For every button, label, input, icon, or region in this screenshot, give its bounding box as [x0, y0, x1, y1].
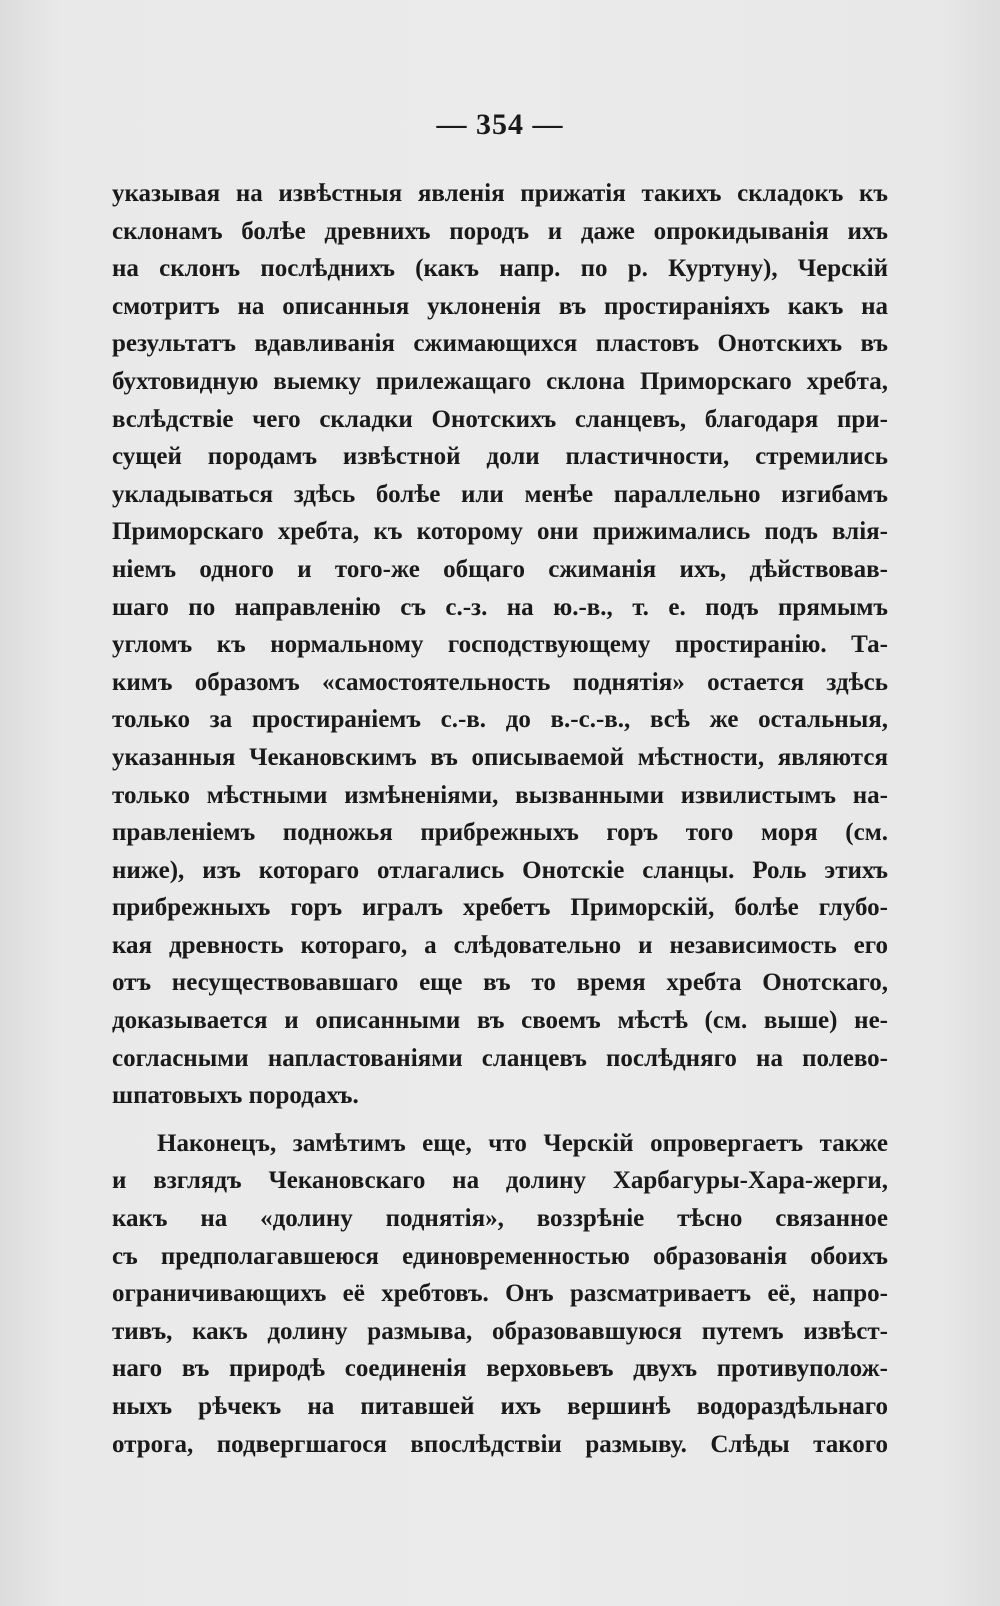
- text-line: только за простираніемъ с.-в. до в.-с.-в., всѣ же остальныя,: [112, 706, 888, 734]
- text-line: наго въ природѣ соединенія верховьевъ двухъ противуполож-: [112, 1355, 888, 1383]
- text-line: согласными напластованіями сланцевъ послѣдняго на полево-: [112, 1044, 888, 1072]
- text-line: угломъ къ нормальному господствующему простиранію. Та-: [112, 631, 888, 659]
- text-line: бухтовидную выемку прилежащаго склона Приморскаго хребта,: [112, 367, 888, 395]
- text-line: доказывается и описанными въ своемъ мѣстѣ (см. выше) не-: [112, 1007, 888, 1035]
- text-line: сущей породамъ извѣстной доли пластичности, стремились: [112, 443, 888, 471]
- text-line: тивъ, какъ долину размыва, образовавшуюся путемъ извѣст-: [112, 1317, 888, 1345]
- paragraph-gap: [112, 1115, 888, 1125]
- text-line: отрога, подвергшагося впослѣдствіи размыву. Слѣды такого: [112, 1430, 888, 1458]
- text-line: кая древность котораго, а слѣдовательно и независимость его: [112, 931, 888, 959]
- text-line: смотритъ на описанныя уклоненія въ простираніяхъ какъ на: [112, 292, 888, 320]
- text-line: ниже), изъ котораго отлагались Онотскіе сланцы. Роль этихъ: [112, 856, 888, 884]
- text-line: ограничивающихъ её хребтовъ. Онъ разсматриваетъ её, напро-: [112, 1280, 888, 1308]
- text-line: какъ на «долину поднятія», воззрѣніе тѣсно связанное: [112, 1205, 888, 1233]
- text-line: только мѣстными измѣненіями, вызванными извилистымъ на-: [112, 781, 888, 809]
- page-number: — 354 —: [436, 108, 564, 141]
- text-line: укладываться здѣсь болѣе или менѣе параллельно изгибамъ: [112, 480, 888, 508]
- text-line: прибрежныхъ горъ игралъ хребетъ Приморскій, болѣе глубо-: [112, 894, 888, 922]
- text-line: вслѣдствіе чего складки Онотскихъ сланцевъ, благодаря при-: [112, 405, 888, 433]
- text-line: съ предполагавшеюся единовременностью образованія обоихъ: [112, 1242, 888, 1270]
- text-line: шаго по направленію съ с.-з. на ю.-в., т. е. подъ прямымъ: [112, 593, 888, 621]
- text-line: и взглядъ Чекановскаго на долину Харбагуры-Хара-жерги,: [112, 1167, 888, 1195]
- text-line: правленіемъ подножья прибрежныхъ горъ того моря (см.: [112, 819, 888, 847]
- text-line: результатъ вдавливанія сжимающихся пластовъ Онотскихъ въ: [112, 330, 888, 358]
- text-line: Наконецъ, замѣтимъ еще, что Черскій опровергаетъ также: [157, 1129, 888, 1157]
- paragraph-2: [112, 1125, 888, 1463]
- text-line: на склонъ послѣднихъ (какъ напр. по р. Куртуну), Черскій: [112, 255, 888, 283]
- text-line: кимъ образомъ «самостоятельность поднятія» остается здѣсь: [112, 668, 888, 696]
- text-line: ныхъ рѣчекъ на питавшей ихъ вершинѣ водораздѣльнаго: [112, 1393, 888, 1420]
- text-line: шпатовыхъ породахъ.: [112, 1082, 359, 1110]
- text-line: ніемъ одного и того-же общаго сжиманія ихъ, дѣйствовав-: [112, 555, 888, 583]
- text-line: склонамъ болѣе древнихъ породъ и даже опрокидыванія ихъ: [112, 217, 888, 245]
- text-line: указанныя Чекановскимъ въ описываемой мѣстности, являются: [112, 743, 888, 771]
- text-line: отъ несуществовавшаго еще въ то время хребта Онотскаго,: [112, 969, 888, 997]
- text-line: указывая на извѣстныя явленія прижатія такихъ складокъ къ: [112, 180, 888, 207]
- paragraph-1: [112, 175, 888, 1115]
- body-text: [112, 175, 888, 1463]
- text-line: Приморскаго хребта, къ которому они прижимались подъ влія-: [112, 518, 888, 546]
